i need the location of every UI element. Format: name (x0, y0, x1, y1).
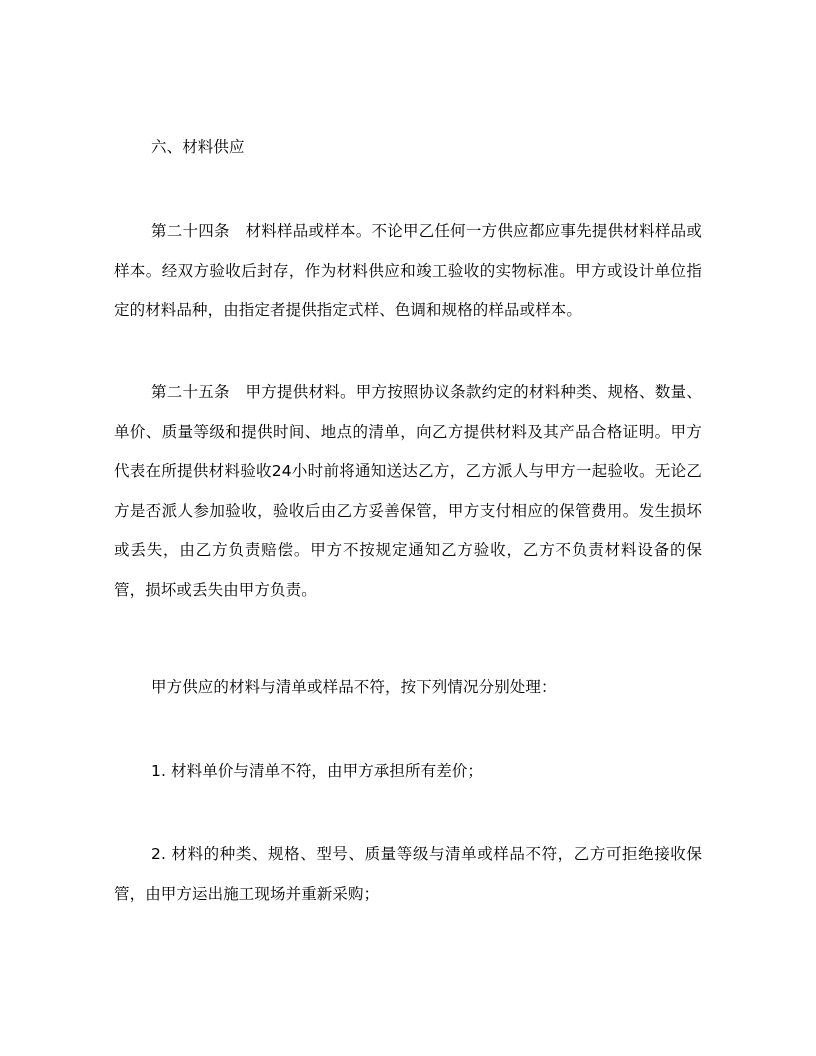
article-24-paragraph: 第二十四条 材料样品或样本。不论甲乙任何一方供应都应事先提供材料样品或样本。经双方验收后封存，作为材料供应和竣工验收的实物标准。甲方或设计单位指定的材料品种，由指定者提供指定式样、色调和规格的样品或样本。 (114, 222, 702, 319)
section-heading: 六、材料供应 (151, 138, 245, 156)
mismatch-intro-paragraph: 甲方供应的材料与清单或样品不符，按下列情况分别处理： (151, 678, 557, 696)
list-item-2: 2. 材料的种类、规格、型号、质量等级与清单或样品不符，乙方可拒绝接收保管，由甲方运出施工现场并重新采购； (114, 845, 702, 903)
article-25-paragraph: 第二十五条 甲方提供材料。甲方按照协议条款约定的材料种类、规格、数量、单价、质量等级和提供时间、地点的清单，向乙方提供材料及其产品合格证明。甲方代表在所提供材料验收24小时前将通知送达乙方，乙方派人与甲方一起验收。无论乙方是否派人参加验收，验收后由乙方妥善保管，甲方支付相应的保管费用。发生损坏或丢失，由乙方负责赔偿。甲方不按规定通知乙方验收，乙方不负责材料设备的保管，损坏或丢失由甲方负责。 (114, 383, 702, 599)
list-item-1: 1. 材料单价与清单不符，由甲方承担所有差价； (151, 762, 484, 780)
